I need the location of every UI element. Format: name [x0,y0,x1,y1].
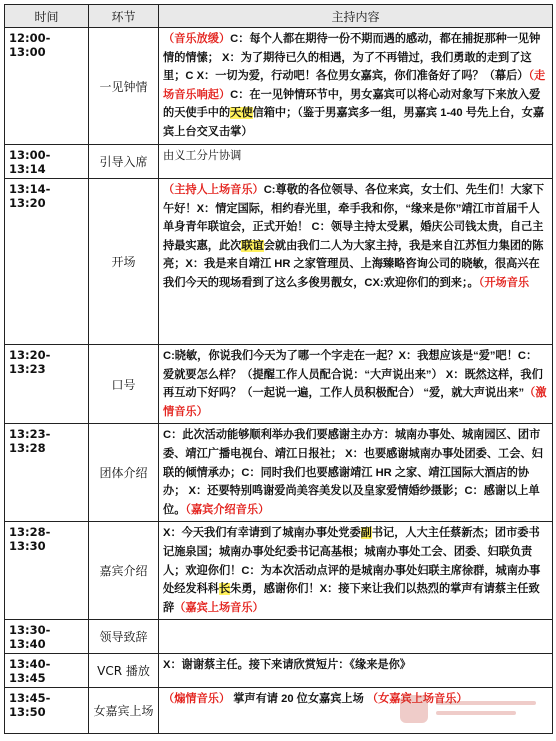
row-segment: 团体介绍 [89,424,159,522]
script-text: X：谢谢蔡主任。接下来请欣赏短片：《缘来是你》 [163,659,411,672]
table-row [5,145,553,179]
music-cue: （煽情音乐） [163,693,231,706]
music-cue: （嘉宾上场音乐） [174,601,264,614]
highlighted-text: 副 [360,527,372,540]
row-time: 13:28-13:30 [5,522,89,620]
row-content [159,620,553,654]
script-text: C：此次活动能够顺利举办我们要感谢主办方：城南办事处、城南园区、团市委、靖江广播电视台、靖江日报社； X：也要感谢城南办事处团委、工会、妇联的倾情承办；C：同时我们也要感谢靖江 HR 之家、靖江国际大酒店的协办； X：还要特别鸣谢爱尚美容美发以及皇家爱情婚纱摄影；C：感谢以上单位。 [163,429,543,516]
header-time: 时间 [5,5,89,28]
script-text: 信箱中；（鉴于男嘉宾多一组，男嘉宾 1-40 号先上台，女嘉宾上台交叉击掌） [163,107,545,138]
table-row [5,654,553,688]
script-text: C:晓敏，你说我们今天为了哪一个字走在一起？X：我想应该是“爱”吧！C：爱就要怎么样？（提醒工作人员配合说：“大声说出来”） X：既然这样，我们再互动下好吗？（一起说一遍，工作人员积极配合） “爱，就大声说出来” [163,350,543,400]
table-row [5,620,553,654]
row-content [159,424,553,522]
music-cue: （女嘉宾上场音乐） [366,693,468,706]
table-row [5,688,553,734]
music-cue: （走场音乐响起） [163,70,546,101]
row-time: 12:00-13:00 [5,28,89,145]
table-row [5,522,553,620]
table-row [5,179,553,345]
row-segment: 领导致辞 [89,620,159,654]
highlighted-text: 长 [218,583,231,596]
row-segment: VCR 播放 [89,654,159,688]
row-content [159,522,553,620]
table-body [5,28,553,734]
music-cue: （音乐放缓） [163,33,231,45]
table-row [5,424,553,522]
row-time: 13:14-13:20 [5,179,89,345]
script-text: 朱勇，感谢你们！X：接下来让我们以热烈的掌声有请蔡主任致辞 [163,583,540,614]
script-text: C:尊敬的各位领导、各位来宾，女士们、先生们！大家下午好！X：情定国际，相约春光里，牵手我和你，“缘来是你”靖江市首届千人单身青年联谊会，正式开始！ C：领导主持太受累，婚庆公司钱太贵，自己主持最实惠，此次 [163,184,545,252]
row-time: 13:20-13:23 [5,345,89,424]
row-segment: 口号 [89,345,159,424]
table-row [5,345,553,424]
row-content [159,688,553,734]
script-text: 掌声有请 20 位女嘉宾上场 [230,693,367,706]
row-segment: 开场 [89,179,159,345]
row-content [159,145,553,179]
music-cue: （主持人上场音乐） [163,184,264,196]
script-text: X：今天我们有幸请到了城南办事处党委 [163,527,361,540]
row-segment: 一见钟情 [89,28,159,145]
script-text: 由义工分片协调 [163,150,242,162]
row-time: 13:00-13:14 [5,145,89,179]
script-text: C：在一见钟情环节中，男女嘉宾可以将心动对象写下来放入爱的天使手中的 [163,88,541,120]
highlighted-text: 天使 [230,107,253,120]
row-content [159,28,553,145]
highlighted-text: 联谊 [241,239,264,252]
music-cue: （开场音乐 [478,276,530,289]
table-row [5,28,553,145]
row-time: 13:30-13:40 [5,620,89,654]
row-segment: 引导入席 [89,145,159,179]
row-time: 13:40-13:45 [5,654,89,688]
row-time: 13:23-13:28 [5,424,89,522]
row-content [159,654,553,688]
table-header-row [5,5,553,28]
header-content: 主持内容 [159,5,553,28]
row-content [159,345,553,424]
script-text: C：每个人都在期待一份不期而遇的感动，都在捕捉那种一见钟情的情愫； X：为了期待已久的相遇，为了不再错过，我们勇敢的走到了这里；C X：一切为爱，行动吧！各位男女嘉宾，你们准备好了吗？（幕后） [163,33,541,83]
header-segment: 环节 [89,5,159,28]
script-text: 会就由我们二人为大家主持，我是来自江苏恒力集团的陈亮；X：我是来自靖江 HR 之家管理员、上海臻略咨询公司的晓敏，很高兴在我们今天的现场看到了这么多俊男靓女，CX:欢迎你们的到来；。 [163,239,544,289]
row-segment: 嘉宾介绍 [89,522,159,620]
script-text: 书记，人大主任蔡新杰；团市委书记施泉国；城南办事处纪委书记高基根；城南办事处工会、团委、妇联负责人；欢迎你们！C：为本次活动点评的是城南办事处妇联主席徐群，城南办事处经发科科 [163,527,541,596]
row-time: 13:45-13:50 [5,688,89,734]
music-cue: （激情音乐） [163,387,547,418]
host-script-table [4,4,553,734]
row-content [159,179,553,345]
music-cue: （嘉宾介绍音乐） [185,503,270,516]
row-segment: 女嘉宾上场 [89,688,159,734]
